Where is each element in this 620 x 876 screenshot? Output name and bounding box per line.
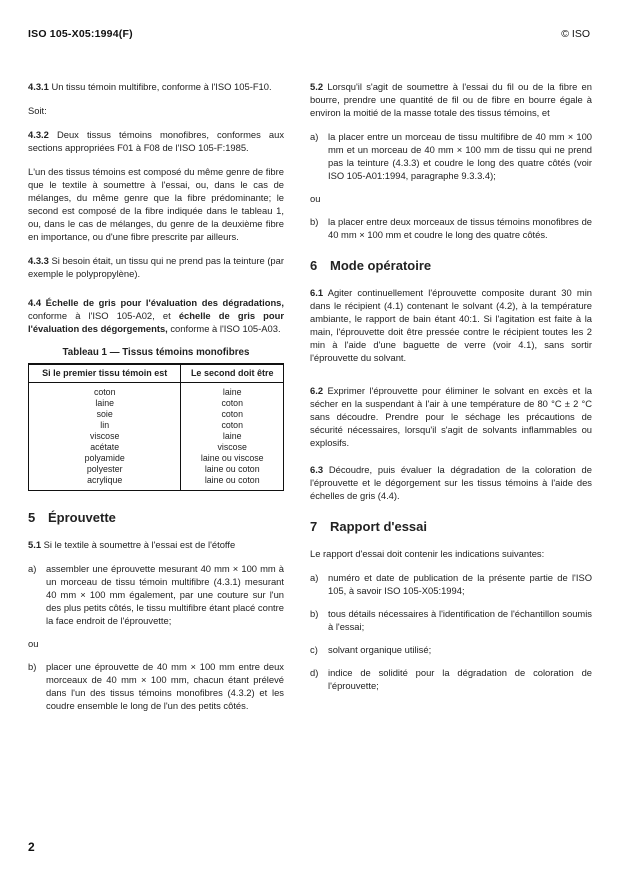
second-fibre-cell: coton bbox=[181, 398, 284, 409]
clause-number: 4.3.2 bbox=[28, 129, 49, 140]
section-number: 5 bbox=[28, 510, 36, 525]
clause-number: 6.3 bbox=[310, 464, 324, 475]
list-item-a bbox=[310, 130, 592, 182]
first-fibre-cell: polyester bbox=[29, 464, 181, 475]
right-column bbox=[310, 80, 592, 702]
paragraph-4-3-2 bbox=[28, 128, 284, 154]
first-fibre-cell: viscose bbox=[29, 431, 181, 442]
table-title: Tableau 1 — Tissus témoins monofibres bbox=[62, 347, 250, 358]
first-fibre-cell: coton bbox=[29, 383, 181, 399]
table-row bbox=[29, 442, 284, 453]
standard-id: ISO 105-X05:1994(F) bbox=[28, 28, 133, 40]
clause-bold-2: échelle de gris pour l'évaluation des dégorgements, bbox=[28, 310, 284, 334]
fibre-table bbox=[28, 363, 284, 491]
clause-number: 5.1 bbox=[28, 539, 42, 550]
list-label: b) bbox=[28, 661, 37, 672]
second-fibre-cell: coton bbox=[181, 409, 284, 420]
list-label: c) bbox=[310, 644, 318, 655]
list-item bbox=[310, 666, 592, 692]
clause-number: 6.2 bbox=[310, 385, 324, 396]
list-item bbox=[310, 607, 592, 633]
paragraph-4-4 bbox=[28, 296, 284, 335]
first-fibre-cell: acrylique bbox=[29, 475, 181, 491]
clause-text-end: conforme à l'ISO 105-A03. bbox=[167, 323, 281, 334]
clause-text: Un tissu témoin multifibre, conforme à l'ISO 105-F10. bbox=[51, 81, 272, 92]
list-label: a) bbox=[310, 572, 319, 583]
table-row bbox=[29, 398, 284, 409]
ou-text: ou bbox=[310, 193, 321, 204]
clause-number: 4.3.3 bbox=[28, 255, 49, 266]
list-label: a) bbox=[310, 131, 319, 142]
section-5-heading bbox=[28, 511, 284, 524]
list-text: la placer entre deux morceaux de tissus témoins monofibres de 40 mm × 100 mm et coudre le long des quatre côtés. bbox=[328, 216, 592, 240]
table-row bbox=[29, 420, 284, 431]
list-text: indice de solidité pour la dégradation de coloration de l'éprouvette; bbox=[328, 667, 592, 691]
page-number: 2 bbox=[28, 840, 35, 854]
table-body bbox=[29, 383, 284, 491]
clause-bold-1: Échelle de gris pour l'évaluation des dégradations, bbox=[45, 297, 284, 308]
second-fibre-cell: laine ou viscose bbox=[181, 453, 284, 464]
list-item bbox=[310, 571, 592, 597]
first-fibre-cell: polyamide bbox=[29, 453, 181, 464]
section-number: 6 bbox=[310, 258, 318, 273]
table-header-col1: Si le premier tissu témoin est bbox=[29, 364, 181, 383]
first-fibre-cell: acétate bbox=[29, 442, 181, 453]
second-fibre-cell: coton bbox=[181, 420, 284, 431]
list-label: a) bbox=[28, 563, 37, 574]
paragraph-soit: Soit: bbox=[28, 105, 47, 116]
left-column bbox=[28, 80, 284, 722]
first-fibre-cell: laine bbox=[29, 398, 181, 409]
list-text: placer une éprouvette de 40 mm × 100 mm entre deux morceaux de 40 mm × 100 mm, chacun étant prélevé dans l'un des tissus témoins monofibres (4.3.2) et les coudre ensemble le long de l'un des petits côtés. bbox=[46, 661, 284, 711]
paragraph-4-3-1 bbox=[28, 80, 284, 93]
table-header-col2: Le second doit être bbox=[181, 364, 284, 383]
first-fibre-cell: lin bbox=[29, 420, 181, 431]
table-row bbox=[29, 383, 284, 399]
clause-text: Si besoin était, un tissu qui ne prend pas la teinture (par exemple le polypropylène). bbox=[28, 255, 284, 279]
table-row bbox=[29, 431, 284, 442]
section-6-heading bbox=[310, 259, 592, 272]
paragraph-7: Le rapport d'essai doit contenir les indications suivantes: bbox=[310, 548, 545, 559]
paragraph-6-2 bbox=[310, 384, 592, 449]
second-fibre-cell: laine ou coton bbox=[181, 464, 284, 475]
list-text: la placer entre un morceau de tissu multifibre de 40 mm × 100 mm et un morceau de 40 mm × 100 mm de tissu qui ne prend pas la teinture (4.3.3) et coudre le long des quatre côtés (voir ISO 105-A01:1994, paragraphe 9.3.3.4); bbox=[328, 131, 592, 181]
section-title: Mode opératoire bbox=[330, 258, 432, 273]
list-text: tous détails nécessaires à l'identification de l'échantillon soumis à l'essai; bbox=[328, 608, 592, 632]
clause-text: Exprimer l'éprouvette pour éliminer le solvant en excès et la sécher en la suspendant à l'air à une température de 80 °C ± 2 °C sans découdre. Prendre pour le séchage les précautions de sécurité nécessaires, lorsqu'il s'agit de solvants inflammables ou explosifs. bbox=[310, 385, 592, 448]
list-text: assembler une éprouvette mesurant 40 mm × 100 mm à un morceau de tissu témoin multifibre (4.3.1) mesurant 40 mm × 100 mm également, par une couture sur l'un des plus petits côtés, le tissu multifibre étant placé contre la face endroit de l'éprouvette; bbox=[46, 563, 284, 626]
clause-text: Si le textile à soumettre à l'essai est de l'étoffe bbox=[43, 539, 236, 550]
section-title: Rapport d'essai bbox=[330, 519, 428, 534]
paragraph-6-3 bbox=[310, 463, 592, 502]
list-label: d) bbox=[310, 667, 319, 678]
section-7-heading bbox=[310, 520, 592, 533]
paragraph-4-3-3 bbox=[28, 254, 284, 280]
clause-number: 4.4 bbox=[28, 297, 42, 308]
clause-text-mid: conforme à l'ISO 105-A02, et bbox=[28, 310, 179, 321]
list-text: solvant organique utilisé; bbox=[328, 644, 432, 655]
list-label: b) bbox=[310, 216, 319, 227]
clause-text: Agiter continuellement l'éprouvette composite durant 30 min dans le récipient (4.1) contenant le solvant (4.2), à la température ambiante, le rapport de bain étant 40:1. Si l'agitation est faite à la main, l'éprouvette doit être pressée contre le récipient toutes les 2 min à l'aide d'une baguette de verre (voir 4.1), sans sortir l'éprouvette du solvant. bbox=[310, 287, 592, 363]
paragraph-5-1 bbox=[28, 538, 284, 551]
section-number: 7 bbox=[310, 519, 318, 534]
table-row bbox=[29, 464, 284, 475]
second-fibre-cell: laine bbox=[181, 431, 284, 442]
first-fibre-cell: soie bbox=[29, 409, 181, 420]
ou-text: ou bbox=[28, 638, 39, 649]
copyright: © ISO bbox=[561, 28, 590, 40]
clause-text: Lorsqu'il s'agit de soumettre à l'essai du fil ou de la fibre en bourre, prendre une quantité de fil ou de fibre en bourre égale à environ la moitié de la masse totale des tissus témoins, et bbox=[310, 81, 592, 118]
clause-text: Deux tissus témoins monofibres, conformes aux sections appropriées F01 à F08 de l'ISO 105-F:1985. bbox=[28, 129, 285, 153]
second-fibre-cell: viscose bbox=[181, 442, 284, 453]
table-row bbox=[29, 453, 284, 464]
paragraph-6-1 bbox=[310, 286, 592, 364]
list-item-a bbox=[28, 562, 284, 627]
section-title: Éprouvette bbox=[48, 510, 116, 525]
list-item bbox=[310, 643, 592, 656]
list-item-b bbox=[310, 215, 592, 241]
list-text: numéro et date de publication de la présente partie de l'ISO 105, à savoir ISO 105-X05:1994; bbox=[328, 572, 592, 596]
clause-number: 6.1 bbox=[310, 287, 324, 298]
list-item-b bbox=[28, 660, 284, 712]
clause-text: Découdre, puis évaluer la dégradation de la coloration de l'éprouvette et le dégorgement sur les tissus témoins à l'aide des échelles de gris (4.4). bbox=[310, 464, 592, 501]
clause-number: 5.2 bbox=[310, 81, 324, 92]
paragraph-description: L'un des tissus témoins est composé du même genre de fibre que le textile à soumettre à l'essai, ou, dans le cas de mélanges, du même genre que la fibre prédominante; le second est composé de la fibre indiquée dans le tableau 1, ou, dans le cas de mélanges, du genre de la deuxième fibre en importance, ou d'une fibre prescrite par ailleurs. bbox=[28, 166, 284, 242]
second-fibre-cell: laine ou coton bbox=[181, 475, 284, 491]
list-label: b) bbox=[310, 608, 319, 619]
paragraph-5-2 bbox=[310, 80, 592, 119]
table-row bbox=[29, 409, 284, 420]
second-fibre-cell: laine bbox=[181, 383, 284, 399]
clause-number: 4.3.1 bbox=[28, 81, 49, 92]
table-row bbox=[29, 475, 284, 491]
report-items bbox=[310, 571, 592, 692]
